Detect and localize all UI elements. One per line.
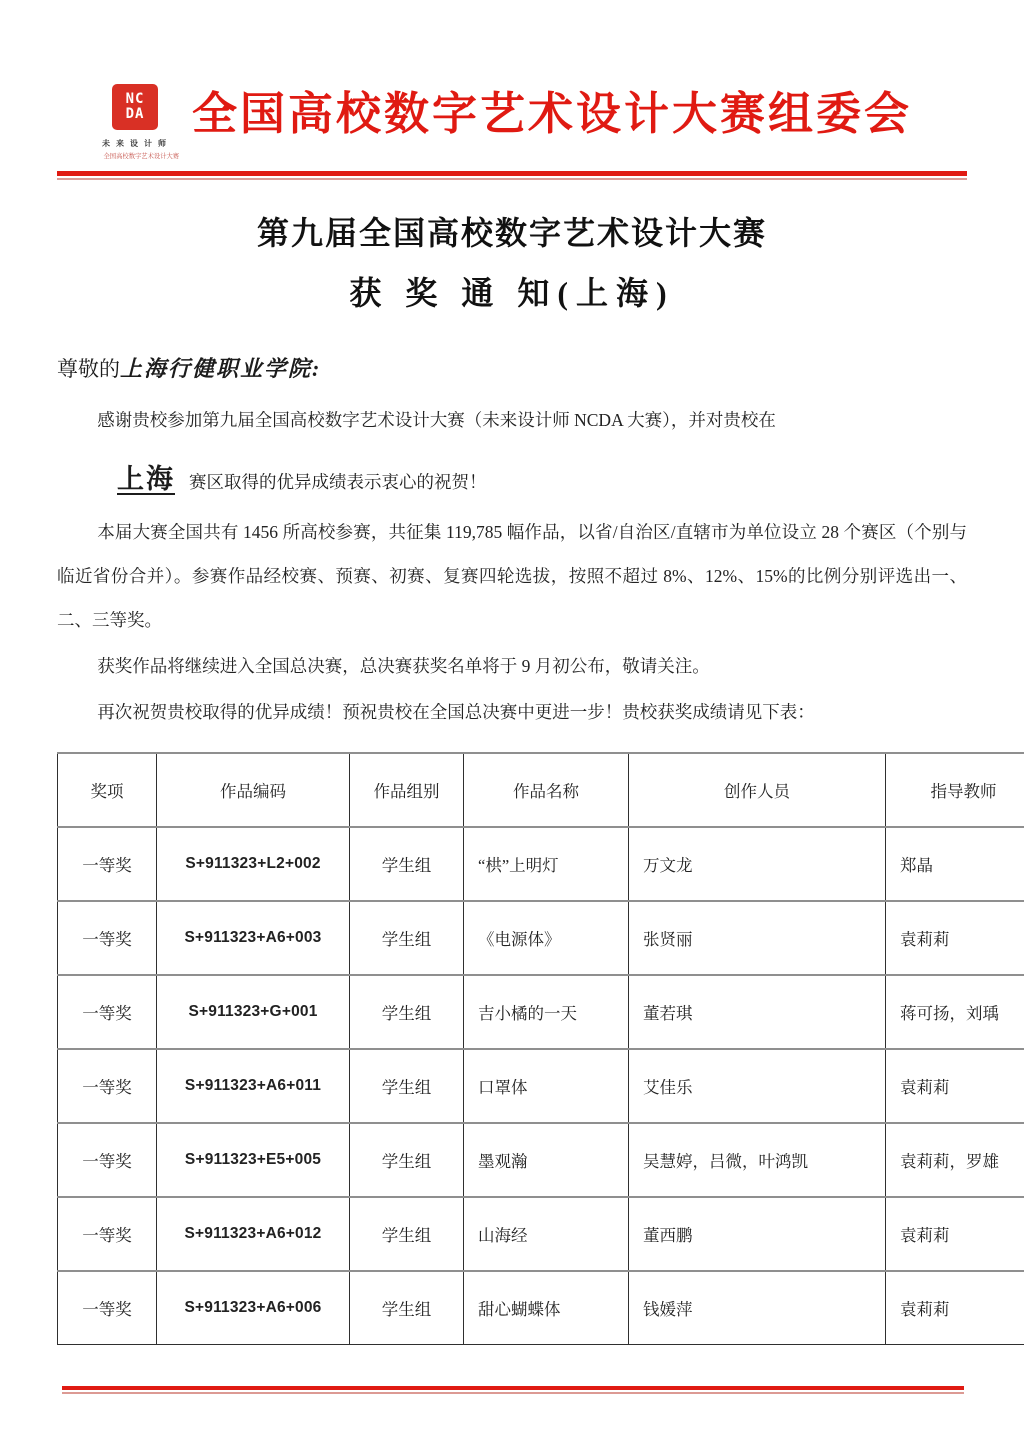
table-cell: 墨观瀚 xyxy=(464,1123,629,1197)
awards-table-body xyxy=(58,827,1024,1345)
table-cell: 袁莉莉 xyxy=(886,901,1024,975)
table-row xyxy=(58,827,1024,901)
logo-monogram-top: NC xyxy=(125,91,145,107)
table-cell: 一等奖 xyxy=(58,1123,157,1197)
table-cell: 袁莉莉 xyxy=(886,1049,1024,1123)
header-row xyxy=(58,753,1024,827)
document-subtitle: 获 奖 通 知(上海) xyxy=(349,275,675,311)
table-cell: “栱”上明灯 xyxy=(464,827,629,901)
table-cell: 一等奖 xyxy=(58,1197,157,1271)
table-cell: S+911323+G+001 xyxy=(157,975,350,1049)
paragraph-stats: 本届大赛全国共有 1456 所高校参赛，共征集 119,785 幅作品，以省/自治区/直辖市为单位设立 28 个赛区（个别与临近省份合并）。参赛作品经校赛、预赛、初赛、复赛四轮选拔，按照不超过 8%、12%、15%的比例分别评选出一、二、三等奖。 xyxy=(57,522,967,630)
table-row xyxy=(58,975,1024,1049)
footer-rule-thin xyxy=(62,1392,964,1394)
logo-subtext: 全国高校数字艺术设计大赛 xyxy=(103,152,180,160)
table-cell: S+911323+L2+002 xyxy=(157,827,350,901)
table-cell: 钱媛萍 xyxy=(629,1271,886,1345)
salutation-prefix: 尊敬的 xyxy=(57,357,120,381)
table-cell: S+911323+E5+005 xyxy=(157,1123,350,1197)
column-header: 作品组别 xyxy=(350,753,464,827)
table-cell: 蒋可扬，刘瑀 xyxy=(886,975,1024,1049)
table-cell: 董西鹏 xyxy=(629,1197,886,1271)
table-cell: 袁莉莉，罗雄 xyxy=(886,1123,1024,1197)
table-cell: 吴慧婷，吕微，叶鸿凯 xyxy=(629,1123,886,1197)
document-title: 第九届全国高校数字艺术设计大赛 xyxy=(256,215,767,251)
footer-rule xyxy=(62,1386,964,1394)
table-row xyxy=(58,1049,1024,1123)
table-row xyxy=(58,1123,1024,1197)
table-cell: 学生组 xyxy=(350,1271,464,1345)
paragraph-congrats: 再次祝贺贵校取得的优异成绩！预祝贵校在全国总决赛中更进一步！贵校获奖成绩请见下表： xyxy=(97,702,815,722)
table-cell: S+911323+A6+006 xyxy=(157,1271,350,1345)
header-rule-thin xyxy=(57,178,967,180)
region-suffix: 赛区取得的优异成绩表示衷心的祝贺！ xyxy=(189,472,487,492)
table-cell: S+911323+A6+012 xyxy=(157,1197,350,1271)
school-name: 上海行健职业学院: xyxy=(120,356,322,381)
document-body xyxy=(57,352,967,734)
table-cell: S+911323+A6+011 xyxy=(157,1049,350,1123)
table-cell: 学生组 xyxy=(350,1197,464,1271)
table-cell: 张贤丽 xyxy=(629,901,886,975)
table-cell: 《电源体》 xyxy=(464,901,629,975)
ncda-logo xyxy=(100,84,180,161)
table-cell: 学生组 xyxy=(350,975,464,1049)
paragraph-finals: 获奖作品将继续进入全国总决赛，总决赛获奖名单将于 9 月初公布，敬请关注。 xyxy=(97,656,710,676)
table-cell: 艾佳乐 xyxy=(629,1049,886,1123)
table-cell: 一等奖 xyxy=(58,901,157,975)
column-header: 创作人员 xyxy=(629,753,886,827)
table-cell: 吉小橘的一天 xyxy=(464,975,629,1049)
table-cell: 学生组 xyxy=(350,1049,464,1123)
region-name: 上海 xyxy=(117,464,175,494)
table-cell: 学生组 xyxy=(350,901,464,975)
table-cell: 山海经 xyxy=(464,1197,629,1271)
awards-table xyxy=(57,752,1024,1345)
paragraph-thanks: 感谢贵校参加第九届全国高校数字艺术设计大赛（未来设计师 NCDA 大赛），并对贵校在 xyxy=(97,410,776,430)
table-cell: 甜心蝴蝶体 xyxy=(464,1271,629,1345)
table-cell: 袁莉莉 xyxy=(886,1197,1024,1271)
column-header: 指导教师 xyxy=(886,753,1024,827)
letterhead xyxy=(0,0,1024,161)
table-cell: 袁莉莉 xyxy=(886,1271,1024,1345)
table-row xyxy=(58,1197,1024,1271)
column-header: 作品编码 xyxy=(157,753,350,827)
table-cell: 一等奖 xyxy=(58,1049,157,1123)
table-cell: 学生组 xyxy=(350,827,464,901)
organization-title: 全国高校数字艺术设计大赛组委会 xyxy=(192,89,913,139)
table-cell: 一等奖 xyxy=(58,827,157,901)
salutation xyxy=(57,352,967,383)
table-row xyxy=(58,901,1024,975)
table-cell: 一等奖 xyxy=(58,975,157,1049)
awards-table-head xyxy=(58,753,1024,827)
table-cell: 董若琪 xyxy=(629,975,886,1049)
footer-rule-thick xyxy=(62,1386,964,1390)
table-cell: S+911323+A6+003 xyxy=(157,901,350,975)
header-rule-thick xyxy=(57,171,967,176)
header-rule xyxy=(57,171,967,180)
table-cell: 万文龙 xyxy=(629,827,886,901)
table-row xyxy=(58,1271,1024,1345)
table-cell: 一等奖 xyxy=(58,1271,157,1345)
table-cell: 学生组 xyxy=(350,1123,464,1197)
region-line xyxy=(57,457,967,496)
table-cell: 郑晶 xyxy=(886,827,1024,901)
table-cell: 口罩体 xyxy=(464,1049,629,1123)
logo-tagline: 未 来 设 计 师 xyxy=(102,139,168,148)
ncda-logo-mark xyxy=(112,84,158,130)
column-header: 奖项 xyxy=(58,753,157,827)
logo-monogram-bottom: DA xyxy=(125,106,145,122)
column-header: 作品名称 xyxy=(464,753,629,827)
